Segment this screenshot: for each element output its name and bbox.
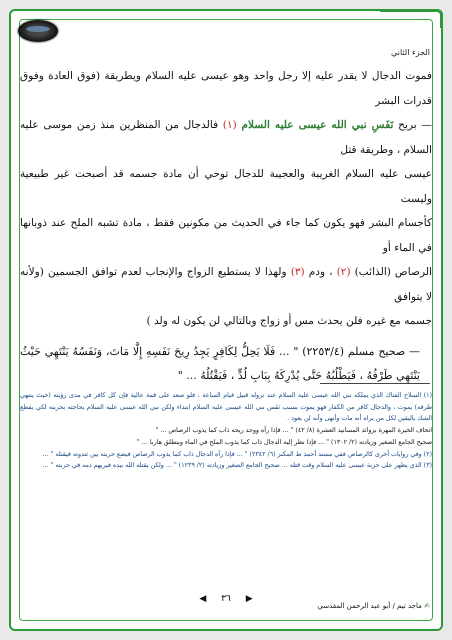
author-name: ماجد تيم / أبو عبد الرحمن المقدسي — [317, 602, 422, 610]
paragraph-line: جسمه مع غيره فلن يحدث مس أو زواج وبالتالي لن يكون له ولد ) — [146, 315, 432, 327]
footnote-1-source-b: صحيح الجامع الصغير وزيادته (٢/ ١٣٠٢) " ... فإذا نظر إليه الدجال ذاب كما يذوب الملح في الماء وينطلق هاربا ... " — [136, 438, 432, 446]
part-label: الجزء الثاني — [391, 48, 430, 57]
footnote-2: (٢) وفي روايات أخرى كالرصاص ففي مسند أحمد ط المكنز (٦/ ٢٣٤٢) " ... فإذا رآه الدجال ذاب كما يذوب الرصاص فيضع حربته بين ثندوته فيقتله " ... — [42, 450, 432, 458]
paragraph-line: فموت الدجال لا يقدر عليه إلا رجل واحد وهو عيسى عليه السلام ويطريقة (فوق العادة وفوق قدرات البشر — [20, 70, 432, 107]
footnote-ref-3[interactable]: (٣) — [290, 266, 305, 278]
author-signature — [317, 602, 430, 610]
footnote-ref-1[interactable]: (١) — [222, 119, 242, 131]
footnote-ref-2[interactable]: (٢) — [336, 266, 351, 278]
footnote-1: (١) السلاح الفتاك الذي يملكه نبي الله عيسى عليه السلام عند نزوله قبيل قيام الساعة ، فلو صعد على قمة عالية فإن كل كافر في مدى رؤيته (حيث ينتهي طرفه) يموت ، والدجال كافر من الكفار فهو يموت بسبب نَفَس نبي الله عيسى عليه السلام ابتداء ولكن نبي الله عيسى عليه السلام بحاجته بحربته لكي يقطع الشك باليقين لكل من يراه أنه مات وأنهى وأنه لن يعود . — [20, 392, 432, 423]
footnote-1-source-a: اتحاف الخيرة المهرة بزوائد المسانيد العشرة (٨/ ٤٢) " ... فإذا رآه ووجد ريحه ذاب كما يذوب الرصاص ... " — [155, 427, 432, 435]
footnotes — [20, 390, 432, 472]
hadith-quote: — صحيح مسلم (٢٢٥٣/٤) " ... فَلَا يَحِلُّ لِكَافِرٍ يَجِدُ رِيحَ نَفَسِهِ إِلَّا مَاتَ، وَنَفَسُهُ يَنْتَهِي حَيْثُ يَنْتَهِي طَرْفُهُ ، فَيَطْلُبُهُ حَتَّى يُدْرِكَهُ بِبَابِ لُدٍّ ، فَيَقْتُلُهُ ... " — [20, 344, 420, 382]
page-number: ٣٦ — [221, 594, 231, 604]
footnote-3: (٣) الذي يظهر على حربة عيسى عليه السلام وقت قتله ... صحيح الجامع الصغير وزيادته (٢/ ١٢٣٩) " ... ولكن يقتله الله بيده فيريهم دمه في حربته " ... — [42, 462, 432, 470]
logo-icon — [18, 20, 58, 42]
prev-page-icon[interactable]: ◀ — [199, 594, 207, 604]
paragraph-line: كأجسام البشر فهو يكون كما جاء في الحديث من مكونين فقط ، مادة تشبه الملح عند ذوبانها في الماء أو — [20, 217, 432, 254]
pen-icon: ✍ — [424, 602, 430, 610]
main-text — [20, 64, 432, 388]
paragraph-line: الرصاص (الذائب) (٢) ، ودم (٣) ولهذا لا يستطيع الزواج والإنجاب لعدم توافق الجسمين (ولأنه لا يتوافق — [20, 266, 432, 303]
paragraph-line: — بريح نَفَسِ نبي الله عيسى عليه السلام (١) فالدجال من المنظرين منذ زمن موسى عليه السلام ، وطريقة قتل — [20, 119, 432, 156]
corner-ornament — [380, 9, 443, 28]
paragraph-line: عيسى عليه السلام الغريبة والعجيبة للدجال توحي أن مادة جسمه قد أصبحت غير طبيعية وليست — [20, 168, 432, 205]
footnote-divider — [320, 383, 430, 384]
next-page-icon[interactable]: ▶ — [245, 594, 253, 604]
highlight-text: نَفَسِ نبي الله عيسى عليه السلام — [241, 119, 394, 131]
